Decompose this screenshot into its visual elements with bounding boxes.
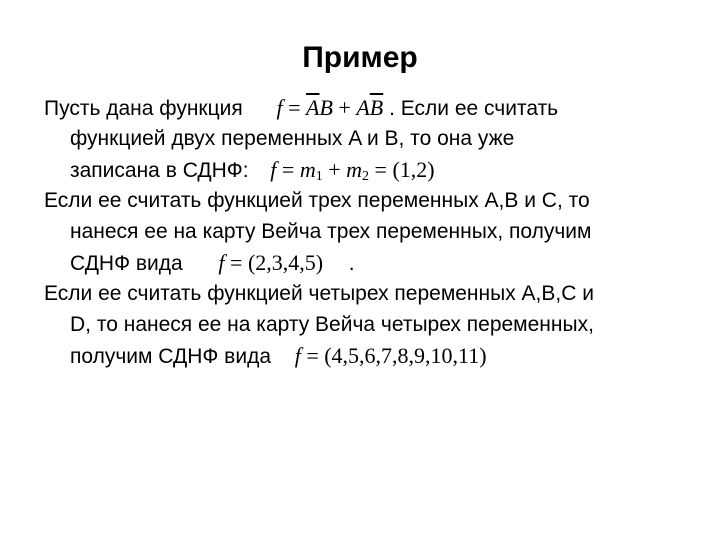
formula-eq: = [374, 157, 387, 182]
formula-eq: = [230, 250, 243, 275]
p3-line-3 [44, 340, 684, 371]
p2-line3-text: СДНФ вида [70, 252, 183, 275]
slide-title: Пример [302, 41, 418, 74]
paragraph-3 [44, 278, 684, 371]
p2-formula [218, 247, 323, 278]
paragraph-2 [44, 185, 684, 278]
formula-f: f [270, 157, 277, 182]
p3-line-2: D, то нанеся ее на карту Вейча четырех переменных, [70, 313, 594, 336]
formula-b-bar: $\overline{B}$ [369, 95, 384, 120]
formula-a: A [356, 95, 370, 120]
p3-line3-text: получим СДНФ вида [70, 345, 271, 368]
formula-eq: = [281, 157, 295, 182]
p1-intro-text: Пусть дана функция [44, 97, 243, 120]
p1-line-1 [44, 92, 684, 123]
formula-m: m [299, 157, 316, 182]
p1-after-text: . Если ее считать [389, 97, 559, 120]
formula-f: f [276, 95, 283, 120]
formula-eq: = [288, 95, 301, 120]
p1-line-3 [44, 154, 684, 185]
p2-line-1: Если ее считать функцией трех переменных A,B и C, то [44, 189, 590, 212]
p3-line-1: Если ее считать функцией четырех переменных A,B,C и [44, 282, 594, 305]
formula-sub-2: 2 [362, 169, 370, 184]
formula-sub-1: 1 [315, 169, 323, 184]
formula-f: f [294, 343, 301, 368]
formula-f: f [218, 250, 225, 275]
formula-set: (1,2) [392, 157, 435, 182]
formula-set: (4,5,6,7,8,9,10,11) [324, 343, 487, 368]
p3-formula [295, 340, 487, 371]
formula-set: (2,3,4,5) [247, 250, 324, 275]
formula-m: m [346, 157, 363, 182]
p2-after-text: . [348, 252, 355, 275]
p1-formula [276, 92, 383, 123]
formula-plus: + [338, 95, 351, 120]
formula-b: B [319, 95, 333, 120]
p2-line-2: нанеся ее на карту Вейча трех переменных, получим [70, 220, 592, 243]
formula-eq: = [306, 343, 319, 368]
formula-a-bar: $\overline{A}$ [306, 95, 320, 120]
formula-plus: + [328, 157, 341, 182]
p1-line3-text: записана в СДНФ: [70, 159, 249, 182]
p2-line-3 [44, 247, 684, 278]
paragraph-1 [44, 92, 684, 185]
p1-line-2: функцией двух переменных A и B, то она уже [70, 127, 515, 150]
